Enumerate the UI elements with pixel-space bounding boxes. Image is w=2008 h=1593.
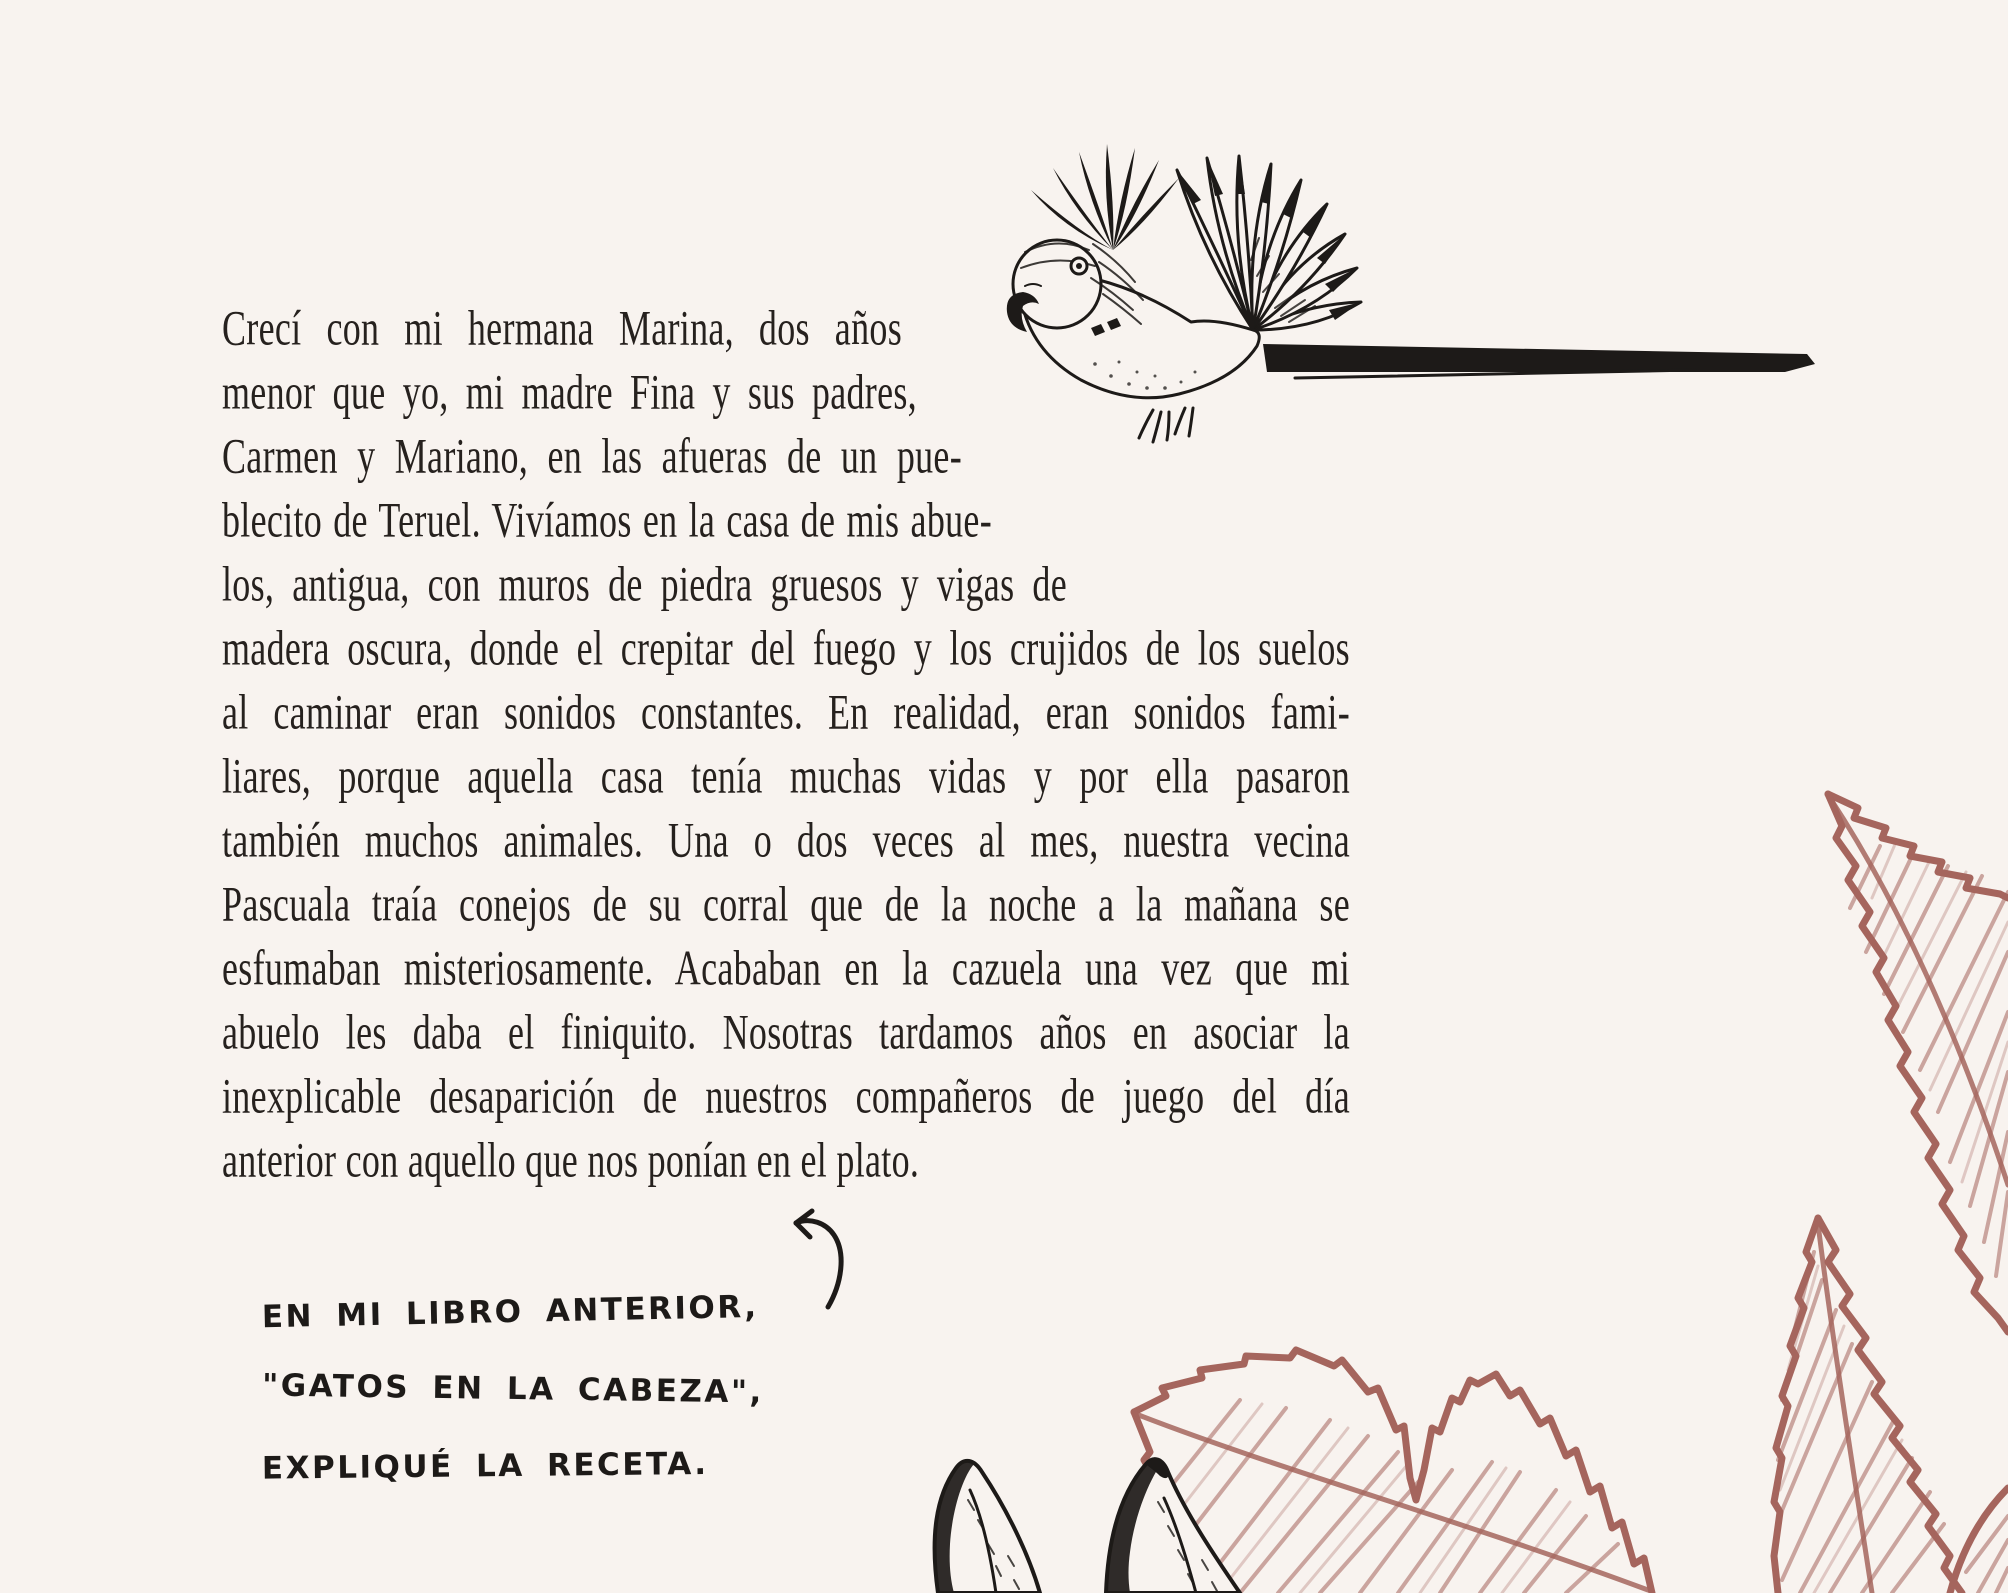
paragraph-line: inexplicable desaparición de nuestros compañeros de juego del día bbox=[222, 1068, 1350, 1124]
paragraph-line: anterior con aquello que nos ponían en el plato. bbox=[222, 1132, 920, 1188]
paragraph-line: Crecí con mi hermana Marina, dos años bbox=[222, 300, 902, 356]
paragraph-line: Pascuala traía conejos de su corral que de la noche a la mañana se bbox=[222, 876, 1350, 932]
handwritten-note-line: "GATOS EN LA CABEZA", bbox=[261, 1367, 765, 1411]
paragraph-line: los, antigua, con muros de piedra gruesos y vigas de bbox=[222, 556, 1067, 612]
paragraph-line: Carmen y Mariano, en las afueras de un pue- bbox=[222, 428, 962, 484]
paragraph-line: esfumaban misteriosamente. Acababan en la cazuela una vez que mi bbox=[222, 940, 1350, 996]
paragraph-line: liares, porque aquella casa tenía muchas vidas y por ella pasaron bbox=[222, 748, 1350, 804]
paragraph-line: abuelo les daba el finiquito. Nosotras tardamos años en asociar la bbox=[222, 1004, 1350, 1060]
paragraph-line: al caminar eran sonidos constantes. En realidad, eran sonidos fami- bbox=[222, 684, 1350, 740]
paragraph-line: menor que yo, mi madre Fina y sus padres, bbox=[222, 364, 917, 420]
paragraph-line: también muchos animales. Una o dos veces al mes, nuestra vecina bbox=[222, 812, 1350, 868]
paragraph bbox=[222, 296, 1350, 1192]
paragraph-line: blecito de Teruel. Vivíamos en la casa de mis abue- bbox=[222, 492, 992, 548]
handwritten-note-line: EXPLIQUÉ LA RECETA. bbox=[261, 1445, 709, 1487]
paragraph-line: madera oscura, donde el crepitar del fuego y los crujidos de los suelos bbox=[222, 620, 1350, 676]
hand-drawn-arrow-icon bbox=[780, 1205, 860, 1315]
handwritten-note-line: EN MI LIBRO ANTERIOR, bbox=[261, 1288, 759, 1336]
handwritten-note bbox=[262, 1282, 764, 1513]
